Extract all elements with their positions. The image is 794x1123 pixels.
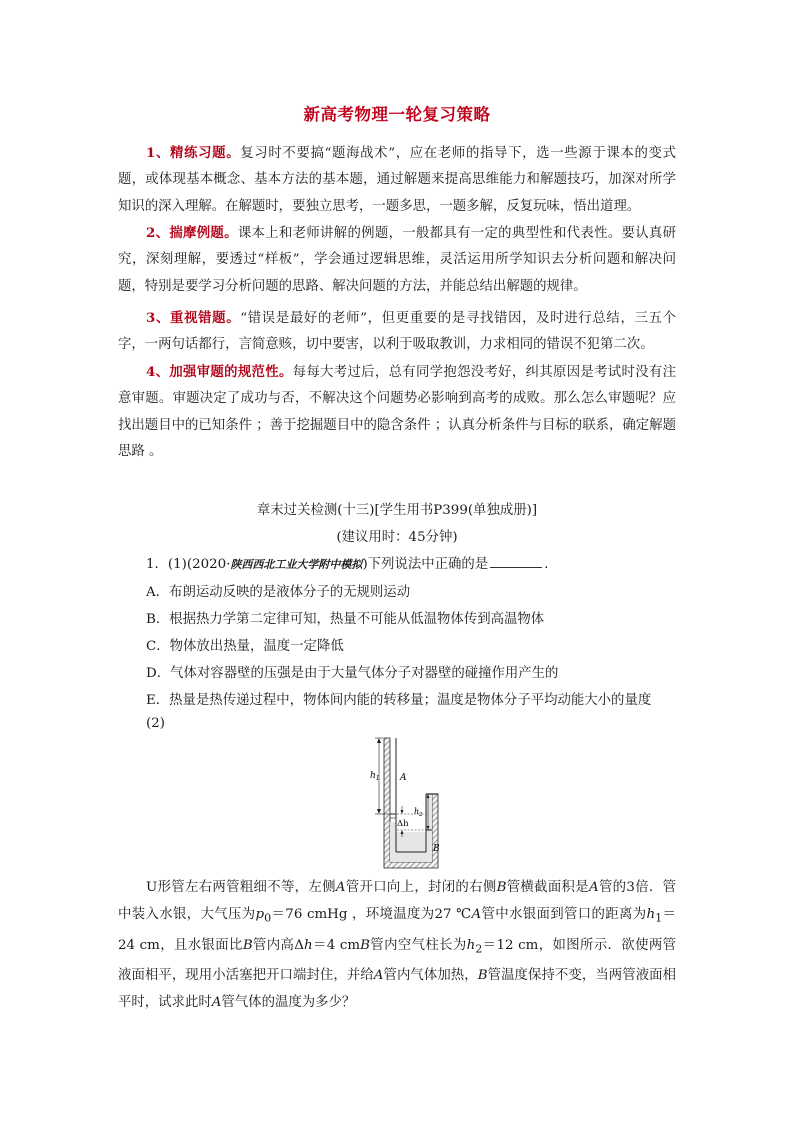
u-tube-diagram <box>356 734 446 872</box>
test-time: (建议用时：45分钟) <box>336 530 458 545</box>
answer-blank <box>490 555 542 568</box>
option-d: D．气体对容器壁的压强是由于大量气体分子对器壁的碰撞作用产生的 <box>146 666 559 681</box>
strategy-4: 4、加强审题的规范性。每每大考过后，总有同学抱怨没考好，纠其原因是考试时没有注意审题。审题决定了成功与否，不解决这个问题势必影响到高考的成败。那么怎么审题呢？应找出题目中的已知条件 ；善于挖掘题目中的隐含条件 ；认真分析条件与目标的联系，确定解题思路 。 <box>118 364 676 459</box>
option-a: A．布朗运动反映的是液体分子的无规则运动 <box>146 585 411 600</box>
label-delta-h: Δh <box>397 819 409 829</box>
label-b: B <box>433 844 440 854</box>
label-h1: $h_1$ <box>370 771 380 782</box>
label-h2: $h_2$ <box>414 807 423 818</box>
option-b: B．根据热力学第二定律可知，热量不可能从低温物体传到高温物体 <box>146 612 545 627</box>
strategy-2: 2、揣摩例题。课本上和老师讲解的例题，一般都具有一定的典型性和代表性。要认真研究，深刻理解，要透过“样板”，学会通过逻辑思维，灵活运用所学知识去分析问题和解决问题，特别是要学习分析问题的思路、解决问题的方法，并能总结出解题的规律。 <box>118 225 676 294</box>
page-title: 新高考物理一轮复习策略 <box>303 105 491 124</box>
strategy-4-label: 4、加强审题的规范性 <box>146 364 279 380</box>
strategy-2-label: 2、揣摩例题 <box>146 225 225 241</box>
question-source: 陕西西北工业大学附中模拟 <box>230 558 363 571</box>
strategy-1: 1、精练习题。复习时不要搞“题海战术”，应在老师的指导下，选一些源于课本的变式题，或体现基本概念、基本方法的基本题，通过解题来提高思维能力和解题技巧，加深对所学知识的深入理解。在解题时，要独立思考，一题多思，一题多解，反复玩味，悟出道理。 <box>118 145 676 214</box>
strategy-3-label: 3、重视错题 <box>146 310 227 326</box>
option-c: C．物体放出热量，温度一定降低 <box>146 639 344 654</box>
question-part-2: (2) <box>146 716 165 731</box>
strategy-4-text: 每每大考过后，总有同学抱怨没考好，纠其原因是考试时没有注意审题。审题决定了成功与否，不解决这个问题势必影响到高考的成败。那么怎么审题呢？应找出题目中的已知条件 ；善于挖掘题目中的隐含条件 ；认真分析条件与目标的联系，确定解题思路 。 <box>118 365 676 459</box>
test-heading: 章末过关检测(十三)[学生用书P399(单独成册)] <box>256 503 538 518</box>
strategy-3: 3、重视错题。“错误是最好的老师”，但更重要的是寻找错因，及时进行总结，三五个字，一两句话都行，言简意赅，切中要害，以利于吸取教训，力求相同的错误不犯第二次。 <box>118 310 676 353</box>
option-e: E．热量是热传递过程中，物体间内能的转移量；温度是物体分子平均动能大小的量度 <box>146 693 652 708</box>
strategy-1-label: 1、精练习题 <box>146 145 227 161</box>
strategy-2-text: 课本上和老师讲解的例题，一般都具有一定的典型性和代表性。要认真研究，深刻理解，要透过“样板”，学会通过逻辑思维，灵活运用所学知识去分析问题和解决问题，特别是要学习分析问题的思路、解决问题的方法，并能总结出解题的规律。 <box>118 226 676 294</box>
problem-text: U形管左右两管粗细不等，左侧A管开口向上，封闭的右侧B管横截面积是A管的3倍．管中装入水银，大气压为$p_0=76$ cmHg ，环境温度为27 ℃A管中水银面到管口的距离为$h_1=24$ cm，且水银面比B管内高Δh＝4 cmB管内空气柱长为$h_2=12$ cm，如图所示．欲使两管液面相平，现用小活塞把开口端封住，并给A管内气体加热，B管温度保持不变，当两管液面相平时，试求此时A管气体的温度为多少？ <box>118 880 677 1011</box>
question-1: 1．(1)(2020·陕西西北工业大学附中模拟)下列说法中正确的是 ． <box>146 557 558 572</box>
strategy-3-text: “错误是最好的老师”，但更重要的是寻找错因，及时进行总结，三五个字，一两句话都行，言简意赅，切中要害，以利于吸取教训，力求相同的错误不犯第二次。 <box>118 311 676 353</box>
strategy-1-text: 复习时不要搞“题海战术”，应在老师的指导下，选一些源于课本的变式题，或体现基本概念、基本方法的基本题，通过解题来提高思维能力和解题技巧，加深对所学知识的深入理解。在解题时，要独立思考，一题多思，一题多解，反复玩味，悟出道理。 <box>118 146 676 214</box>
label-a: A <box>400 773 407 783</box>
